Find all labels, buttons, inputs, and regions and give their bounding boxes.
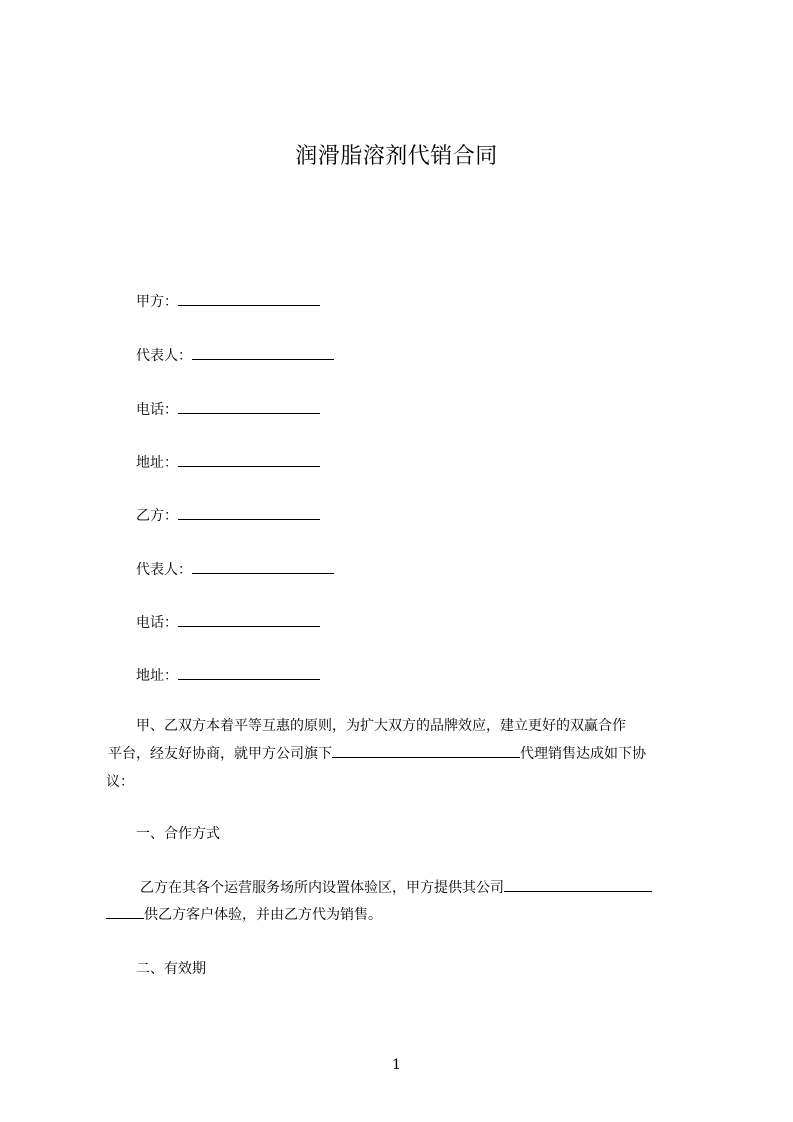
page-number: 1: [392, 1057, 401, 1073]
party-a-address-label: 地址：: [136, 455, 178, 471]
intro-line-2: [108, 742, 646, 766]
section-1-product-blank-2: [106, 904, 144, 919]
intro-line-1: 甲、乙双方本着平等互惠的原则，为扩大双方的品牌效应，建立更好的双赢合作: [136, 718, 626, 734]
intro-line-2-suffix: 代理销售达成如下协: [520, 746, 646, 762]
party-b-name-field: [136, 505, 320, 526]
intro-line-2-prefix: 平台，经友好协商，就甲方公司旗下: [108, 746, 332, 762]
section-1-line-2: [106, 903, 382, 927]
party-b-address-label: 地址：: [136, 668, 178, 684]
party-a-rep-field: [136, 345, 334, 366]
party-b-phone-field: [136, 612, 320, 633]
party-a-phone-label: 电话：: [136, 402, 178, 418]
party-b-name-label: 乙方：: [136, 508, 178, 524]
party-a-address-field: [136, 452, 320, 473]
party-a-rep-blank: [192, 345, 334, 360]
party-b-phone-label: 电话：: [136, 615, 178, 631]
party-a-name-field: [136, 291, 320, 312]
section-1-product-blank-1: [504, 877, 652, 892]
product-name-blank: [332, 743, 520, 758]
party-b-name-blank: [178, 505, 320, 520]
intro-line-3: 议：: [106, 774, 134, 790]
party-a-address-blank: [178, 452, 320, 467]
party-b-address-blank: [178, 665, 320, 680]
party-a-name-blank: [178, 291, 320, 306]
party-b-rep-field: [136, 559, 334, 580]
party-b-rep-label: 代表人：: [136, 562, 192, 578]
section-1-heading: 一、合作方式: [136, 826, 220, 842]
section-1-line-1-prefix: 乙方在其各个运营服务场所内设置体验区，甲方提供其公司: [140, 880, 504, 896]
section-1-line-1: [140, 876, 652, 900]
party-b-rep-blank: [192, 559, 334, 574]
party-b-address-field: [136, 665, 320, 686]
document-title: 润滑脂溶剂代销合同: [295, 144, 498, 169]
party-a-rep-label: 代表人：: [136, 348, 192, 364]
party-b-phone-blank: [178, 612, 320, 627]
party-a-name-label: 甲方：: [136, 294, 178, 310]
section-2-heading: 二、有效期: [136, 961, 206, 977]
section-1-line-2-suffix: 供乙方客户体验，并由乙方代为销售。: [144, 907, 382, 923]
party-a-phone-blank: [178, 399, 320, 414]
party-a-phone-field: [136, 399, 320, 420]
